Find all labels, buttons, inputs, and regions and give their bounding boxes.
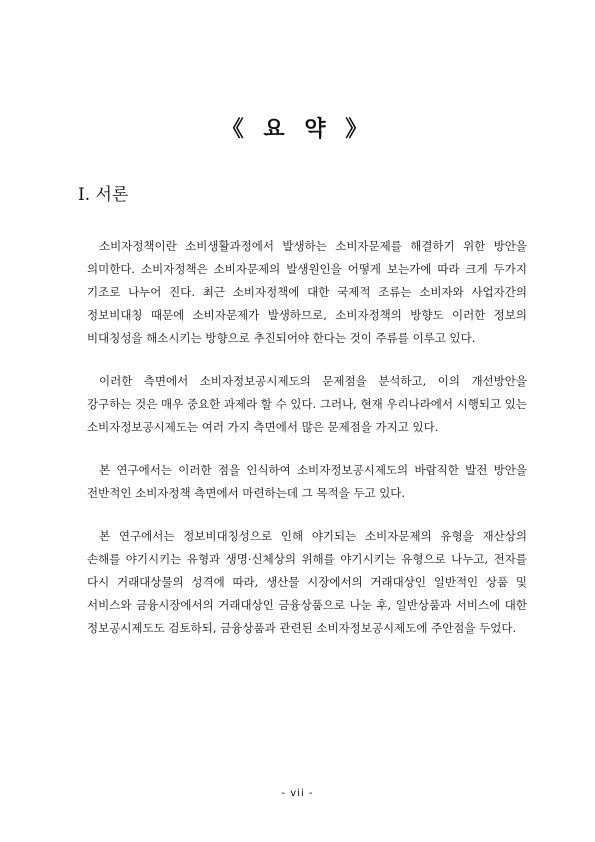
- paragraph: 본 연구에서는 정보비대칭성으로 인해 야기되는 소비자문제의 유형을 재산상의 손해를 야기시키는 유형과 생명·신체상의 위해를 야기시키는 유형으로 나누고, 전자를 다시 거래대상물의 성격에 따라, 생산물 시장에서의 거래대상인 일반적인 상품 및 서비스와 금융시장에서의 거래대상인 금융상품으로 나눈 후, 일반상품과 서비스에 대한 정보공시제도도 검토하되, 금융상품과 관련된 소비자정보공시제도에 주안점을 두었다.: [87, 529, 527, 635]
- section-heading: Ⅰ. 서론: [78, 185, 129, 205]
- body-text: [87, 235, 527, 660]
- paragraph: 이러한 측면에서 소비자정보공시제도의 문제점을 분석하고, 이의 개선방안을 강구하는 것은 매우 중요한 과제라 할 수 있다. 그러나, 현재 우리나라에서 시행되고 있는 소비자정보공시제도는 여러 가지 측면에서 많은 문제점을 가지고 있다.: [87, 374, 527, 434]
- paragraph: 본 연구에서는 이러한 점을 인식하여 소비자정보공시제도의 바람직한 발전 방안을 전반적인 소비자정책 측면에서 마련하는데 그 목적을 두고 있다.: [87, 463, 527, 500]
- page-title: 《 요 약 》: [221, 116, 374, 142]
- page-number: - vii -: [281, 788, 314, 799]
- paragraph: 소비자정책이란 소비생활과정에서 발생하는 소비자문제를 해결하기 위한 방안을 의미한다. 소비자정책은 소비자문제의 발생원인을 어떻게 보는가에 따라 크게 두가지 기조로 나누어 진다. 최근 소비자정책에 대한 국제적 조류는 소비자와 사업자간의 정보비대칭 때문에 소비자문제가 발생하므로, 소비자정책의 방향도 이러한 정보의 비대칭성을 해소시키는 방향으로 추진되어야 한다는 것이 주류를 이루고 있다.: [87, 239, 527, 345]
